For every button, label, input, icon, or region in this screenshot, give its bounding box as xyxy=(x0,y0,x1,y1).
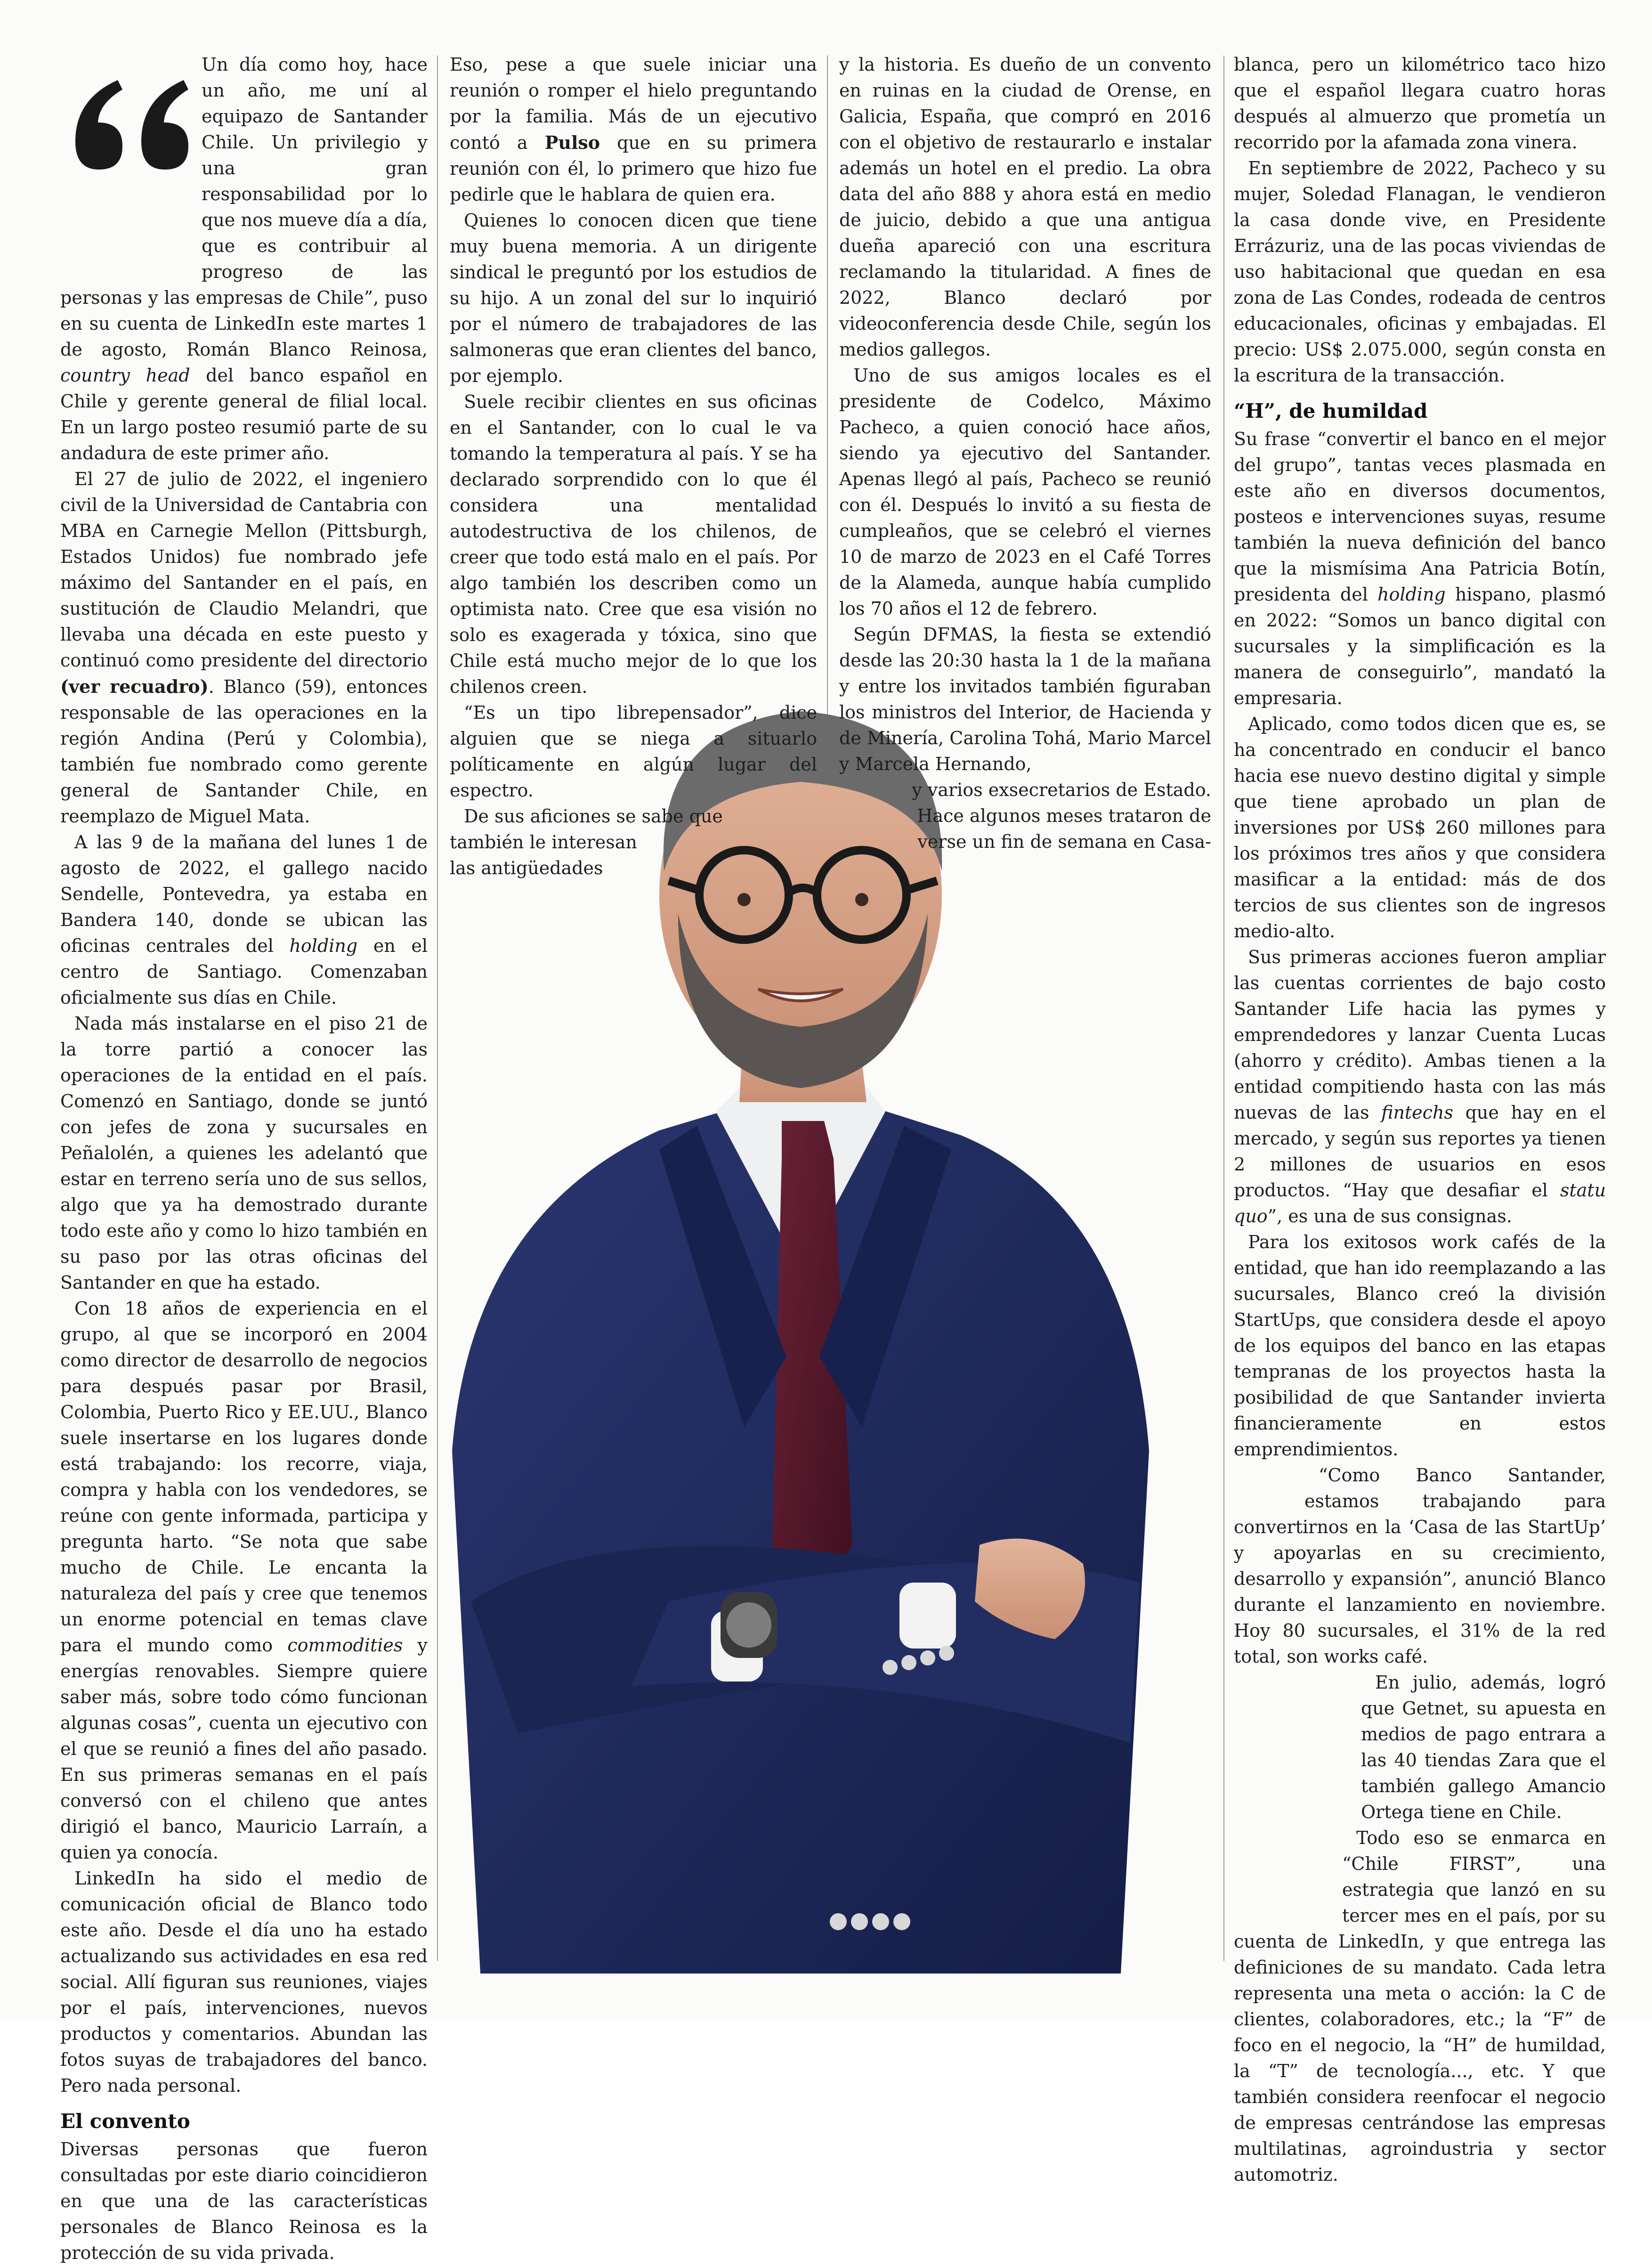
paragraph: Todo eso se enmarca en “Chile FIRST”, una estrategia que lanzó en su tercer mes en el país, por su cuenta de LinkedIn, y que entrega las definiciones de su mandato. Cada letra representa una meta o acción: la C de clientes, colaboradores, etc.; la “F” de foco en el negocio, la “H” de humildad, la “T” de tecnología..., etc. Y que también considera reenfocar el negocio de empresas centrándose las empresas multilatinas, agroindustria y sector automotriz. xyxy=(1234,1827,1606,2185)
paragraph: A las 9 de la mañana del lunes 1 de agosto de 2022, el gallego nacido Sendelle, Pontevedra, ya estaba en Bandera 140, donde se ubican las oficinas centrales del holding en el centro de Santiago. Comenzaban oficialmente sus días en Chile. xyxy=(60,832,428,1008)
paragraph: Con 18 años de experiencia en el grupo, al que se incorporó en 2004 como director de desarrollo de negocios para después pasar por Brasil, Colombia, Puerto Rico y EE.UU., Blanco suele insertarse en los lugares donde está trabajando: los recorre, viaja, compra y habla con los vendedores, se reúne con gente informada, participa y pregunta harto. “Se nota que sabe mucho de Chile. Le encanta la naturaleza del país y cree que tenemos un enorme potencial en temas clave para el mundo como commodities y energías renovables. Siempre quiere saber más, sobre todo cómo funcionan algunas cosas”, cuenta un ejecutivo con el que se reunió a fines del año pasado. En sus primeras semanas en el país conversó con el chileno que antes dirigió el banco, Mauricio Larraín, a quien ya conocía. xyxy=(60,1298,428,1863)
paragraph: El 27 de julio de 2022, el ingeniero civil de la Universidad de Cantabria con MBA en Carnegie Mellon (Pittsburgh, Estados Unidos) fue nombrado jefe máximo del Santander en el país, en sustitución de Claudio Melandri, que llevaba una década en este puesto y continuó como presidente del directorio (ver recuadro). Blanco (59), entonces responsable de las operaciones en la región Andina (Perú y Colombia), también fue nombrado como gerente general de Santander Chile, en reemplazo de Miguel Mata. xyxy=(60,469,428,827)
paragraph: “Como Banco Santander, estamos trabajando para convertirnos en la ‘Casa de las StartUp’ y apoyarlas en su crecimiento, desarrollo y expansión”, anunció Blanco durante el lanzamiento en noviembre. Hoy 80 sucursales, el 31% de la red total, son works café. xyxy=(1234,1465,1606,1667)
column-rule xyxy=(1223,56,1224,1961)
paragraph: De sus aficiones se sabe que también le interesan las antigüedades xyxy=(450,806,723,878)
paragraph: LinkedIn ha sido el medio de comunicación oficial de Blanco todo este año. Desde el día uno ha estado actualizando sus actividades en esa red social. Allí figuran sus reuniones, viajes por el país, intervenciones, nuevos productos y comentarios. Abundan las fotos suyas de trabajadores del banco. Pero nada personal. xyxy=(60,1868,428,2096)
paragraph: blanca, pero un kilométrico taco hizo que el español llegara cuatro horas después al almuerzo que prometía un recorrido por la afamada zona vinera. xyxy=(1234,54,1606,153)
column-4 xyxy=(1234,52,1606,2185)
paragraph: y la historia. Es dueño de un convento en ruinas en la ciudad de Orense, en Galicia, España, que compró en 2016 con el objetivo de restaurarlo e instalar además un hotel en el predio. La obra data del año 888 y ahora está en medio de juicio, debido a que una antigua dueña apareció con una escritura reclamando la titularidad. A fines de 2022, Blanco declaró por videoconferencia desde Chile, según los medios gallegos. xyxy=(839,54,1211,360)
paragraph: En septiembre de 2022, Pacheco y su mujer, Soledad Flanagan, le vendieron la casa donde vive, en Presidente Errázuriz, una de las pocas viviendas de uso habitacional que quedan en esa zona de Las Condes, rodeada de centros educacionales, oficinas y embajadas. El precio: US$ 2.075.000, según consta en la escritura de la transacción. xyxy=(1234,158,1606,386)
paragraph: Nada más instalarse en el piso 21 de la torre partió a conocer las operaciones de la entidad en el país. Comenzó en Santiago, donde se juntó con jefes de zona y sucursales en Peñalolén, a quienes les adelantó que estar en terreno sería uno de sus sellos, algo que ya ha demostrado durante todo este año y como lo hizo también en su paso por las otras oficinas del Santander en que ha estado. xyxy=(60,1013,428,1293)
column-2 xyxy=(450,52,817,1964)
section-heading: El convento xyxy=(60,2110,190,2133)
paragraph: Diversas personas que fueron consultadas por este diario coincidieron en que una de las características personales de Blanco Reinosa es la protección de su vida privada. xyxy=(60,2139,428,2263)
paragraph: En julio, además, logró que Getnet, su apuesta en medios de pago entrara a las 40 tiendas Zara que el también gallego Amancio Ortega tiene en Chile. xyxy=(1361,1672,1606,1822)
paragraph: Su frase “convertir el banco en el mejor del grupo”, tantas veces plasmada en este año en diversos documentos, posteos e intervenciones suyas, resume también la nueva definición del banco que la mismísima Ana Patricia Botín, presidenta del holding hispano, plasmó en 2022: “Somos un banco digital con sucursales y la simplificación es la manera de conseguirlo”, mandató la empresaria. xyxy=(1234,429,1606,708)
paragraph: Según DFMAS, la fiesta se extendió desde las 20:30 hasta la 1 de la mañana y entre los invitados también figuraban los ministros del Interior, de Hacienda y de Minería, Carolina Tohá, Mario Marcel y Marcela Hernando, y varios exsecretarios de Estado. xyxy=(839,624,1211,800)
column-1 xyxy=(60,52,428,2263)
quote-open-icon xyxy=(66,71,198,174)
paragraph: Para los exitosos work cafés de la entidad, que han ido reemplazando a las sucursales, Blanco creó la división StartUps, que considera desde el apoyo de los equipos del banco en las etapas tempranas de los proyectos hasta la posibilidad de que Santander invierta financieramente en estos emprendimientos. xyxy=(1234,1232,1606,1460)
paragraph: Un día como hoy, hace un año, me uní al equipazo de Santander Chile. Un privilegio y una gran responsabilidad por lo que nos mueve día a día, que es contribuir al progreso de las personas y las empresas de Chile”, puso en su cuenta de LinkedIn este martes 1 de agosto, Román Blanco Reinosa, country head del banco español en Chile y gerente general de filial local. En un largo posteo resumió parte de su andadura de este primer año. xyxy=(60,54,428,463)
paragraph: Sus primeras acciones fueron ampliar las cuentas corrientes de bajo costo Santander Life hacia las pymes y emprendedores y lanzar Cuenta Lucas (ahorro y crédito). Ambas tienen a la entidad compitiendo hasta con las más nuevas de las fintechs que hay en el mercado, y según sus reportes ya tienen 2 millones de usuarios en esos productos. “Hay que desafiar el statu quo”, es una de sus consignas. xyxy=(1234,947,1606,1226)
paragraph: Aplicado, como todos dicen que es, se ha concentrado en conducir el banco hacia ese nuevo destino digital y simple que tiene aprobado un plan de inversiones por US$ 260 millones para los próximos tres años y que considera masificar a la entidad: más de dos tercios de sus clientes son de ingresos medio-alto. xyxy=(1234,714,1606,942)
paragraph: Quienes lo conocen dicen que tiene muy buena memoria. A un dirigente sindical le preguntó por los estudios de su hijo. A un zonal del sur lo inquirió por el número de trabajadores de las salmoneras que eran clientes del banco, por ejemplo. xyxy=(450,210,817,386)
section-heading: “H”, de humildad xyxy=(1234,399,1428,422)
paragraph: “Es un tipo librepensador”, dice alguien que se niega a situarlo políticamente en algún lugar del espectro. xyxy=(450,702,817,801)
paragraph: Hace algunos meses trataron de verse un fin de semana en Casa- xyxy=(917,805,1211,852)
column-3 xyxy=(839,52,1211,1964)
paragraph: Eso, pese a que suele iniciar una reunión o romper el hielo preguntando por la familia. Más de un ejecutivo contó a Pulso que en su primera reunión con él, lo primero que hizo fue pedirle que le hablara de quien era. xyxy=(450,54,817,205)
paragraph: Uno de sus amigos locales es el presidente de Codelco, Máximo Pacheco, a quien conoció hace años, siendo ya ejecutivo del Santander. Apenas llegó al país, Pacheco se reunió con él. Después lo invitó a su fiesta de cumpleaños, que se celebró el viernes 10 de marzo de 2023 en el Café Torres de la Alameda, aunque había cumplido los 70 años el 12 de febrero. xyxy=(839,365,1211,619)
paragraph: Suele recibir clientes en sus oficinas en el Santander, con lo cual le va tomando la temperatura al país. Y se ha declarado sorprendido con lo que él considera una mentalidad autodestructiva de los chilenos, de creer que todo está malo en el país. Por algo también los describen como un optimista nato. Cree que esa visión no solo es exagerada y tóxica, sino que Chile está mucho mejor de lo que los chilenos creen. xyxy=(450,391,817,697)
